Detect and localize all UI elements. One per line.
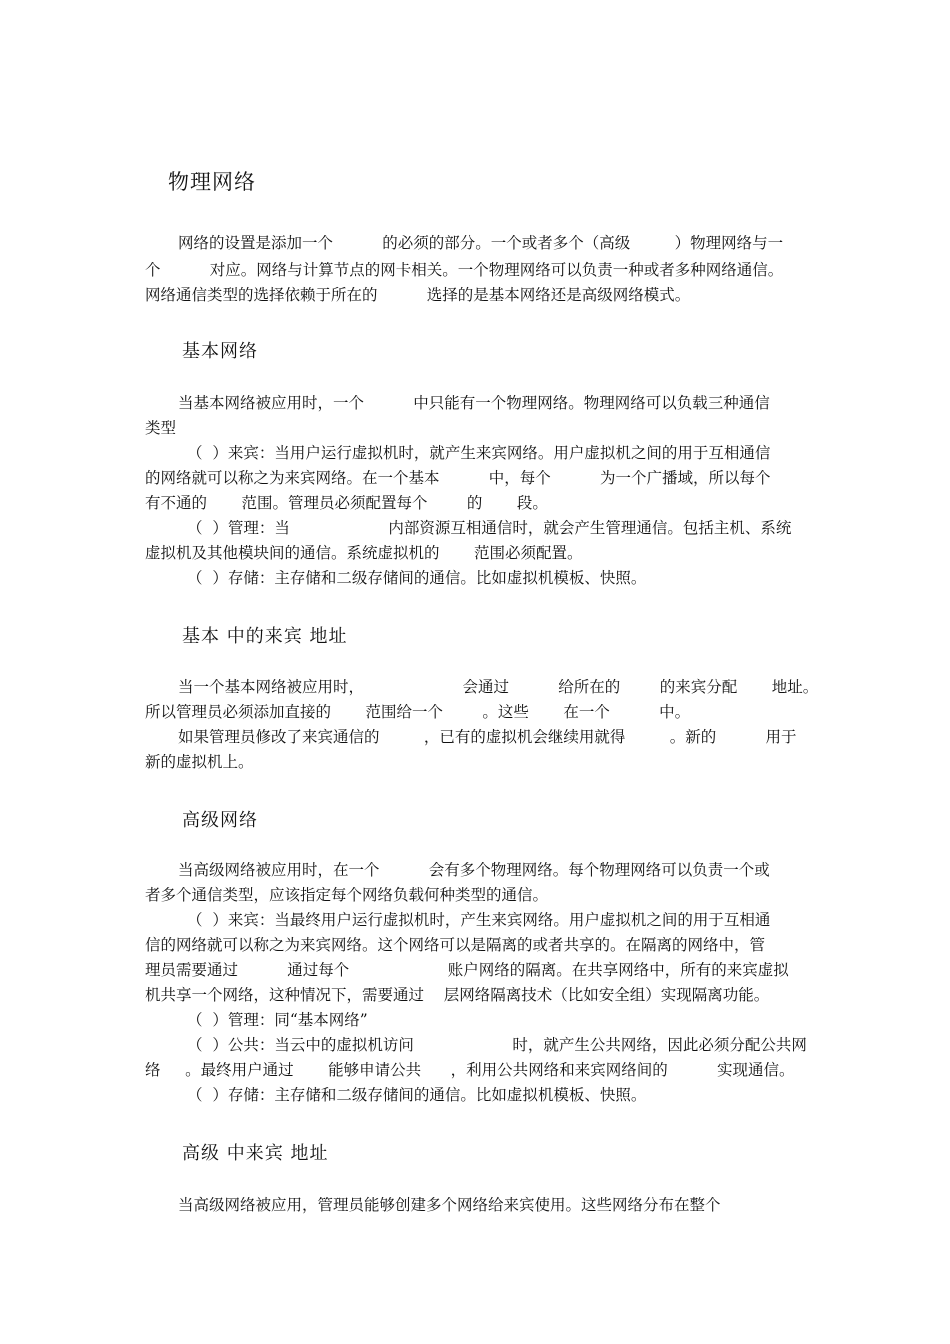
list-item-guest: （ ）来宾：当用户运行虚拟机时，就产生来宾网络。用户虚拟机之间的用于互相通信 xyxy=(187,444,771,462)
list-item-public: （ ）公共：当云中的虚拟机访问 时，就产生公共网络，因此必须分配公共网 xyxy=(187,1036,807,1054)
paragraph-line: 网络通信类型的选择依赖于所在的 选择的是基本网络还是高级网络模式。 xyxy=(145,286,691,304)
paragraph-line: 当基本网络被应用时，一个 中只能有一个物理网络。物理网络可以负载三种通信 xyxy=(178,394,770,412)
list-item-guest: （ ）来宾：当最终用户运行虚拟机时，产生来宾网络。用户虚拟机之间的用于互相通 xyxy=(187,911,771,929)
paragraph-line: 所以管理员必须添加直接的 范围给一个 。这些 在一个 中。 xyxy=(145,703,691,721)
paragraph-line: 理员需要通过 通过每个 账户网络的隔离。在共享网络中，所有的来宾虚拟 xyxy=(145,961,789,979)
section-heading-basic-guest-ip: 基本 中的来宾 地址 xyxy=(182,626,348,647)
paragraph-line: 网络的设置是添加一个 的必须的部分。一个或者多个（高级 ）物理网络与一 xyxy=(178,234,784,252)
section-heading-advanced-guest-ip: 高级 中来宾 地址 xyxy=(182,1143,329,1164)
paragraph-line: 者多个通信类型，应该指定每个网络负载何种类型的通信。 xyxy=(145,886,549,904)
paragraph-line: 有不通的 范围。管理员必须配置每个 的 段。 xyxy=(145,494,548,512)
paragraph-line: 当一个基本网络被应用时， 会通过 给所在的 的来宾分配 地址。 xyxy=(178,678,819,696)
paragraph-line: 的网络就可以称之为来宾网络。在一个基本 中，每个 为一个广播域，所以每个 xyxy=(145,469,771,487)
list-item-storage: （ ）存储：主存储和二级存储间的通信。比如虚拟机模板、快照。 xyxy=(187,1086,647,1104)
paragraph-line: 虚拟机及其他模块间的通信。系统虚拟机的 范围必须配置。 xyxy=(145,544,583,562)
paragraph-line: 如果管理员修改了来宾通信的 ，已有的虚拟机会继续用就得 。新的 用于 xyxy=(178,728,797,746)
list-item-management: （ ）管理：同“基本网络” xyxy=(187,1011,368,1029)
paragraph-line: 信的网络就可以称之为来宾网络。这个网络可以是隔离的或者共享的。在隔离的网络中，管 xyxy=(145,936,766,954)
list-item-storage: （ ）存储：主存储和二级存储间的通信。比如虚拟机模板、快照。 xyxy=(187,569,647,587)
paragraph-line: 个 对应。网络与计算节点的网卡相关。一个物理网络可以负责一种或者多种网络通信。 xyxy=(145,261,784,279)
paragraph-line: 当高级网络被应用时，在一个 会有多个物理网络。每个物理网络可以负责一个或 xyxy=(178,861,770,879)
paragraph-line: 当高级网络被应用，管理员能够创建多个网络给来宾使用。这些网络分布在整个 xyxy=(178,1196,721,1214)
paragraph-line: 新的虚拟机上。 xyxy=(145,753,254,771)
paragraph-line: 络 。最终用户通过 能够申请公共 ，利用公共网络和来宾网络间的 实现通信。 xyxy=(145,1061,795,1079)
section-heading-advanced-network: 高级网络 xyxy=(182,810,258,831)
paragraph-line: 类型 xyxy=(145,419,177,437)
paragraph-line: 机共享一个网络，这种情况下，需要通过 层网络隔离技术（比如安全组）实现隔离功能。 xyxy=(145,986,770,1004)
page-title: 物理网络 xyxy=(168,170,256,194)
list-item-management: （ ）管理：当 内部资源互相通信时，就会产生管理通信。包括主机、系统 xyxy=(187,519,792,537)
section-heading-basic-network: 基本网络 xyxy=(182,341,258,362)
